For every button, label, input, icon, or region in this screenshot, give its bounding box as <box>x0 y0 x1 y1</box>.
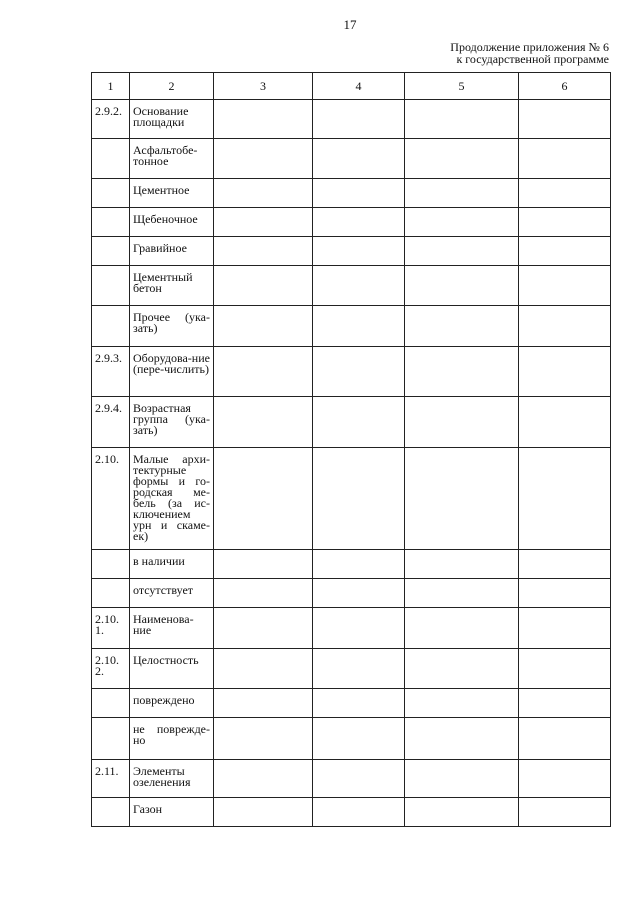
row-name-cell: Цементный бетон <box>130 266 214 306</box>
empty-cell-col-6 <box>519 798 611 827</box>
empty-cell-col-5 <box>405 237 519 266</box>
empty-cell-col-5 <box>405 550 519 579</box>
column-header: 6 <box>519 73 611 100</box>
row-name-cell: Прочее (ука-зать) <box>130 306 214 347</box>
empty-cell-col-4 <box>313 718 405 760</box>
empty-cell-col-5 <box>405 139 519 179</box>
column-header: 1 <box>92 73 130 100</box>
empty-cell-col-6 <box>519 649 611 689</box>
table-row <box>92 798 611 827</box>
empty-cell-col-6 <box>519 266 611 306</box>
row-name-cell: в наличии <box>130 550 214 579</box>
empty-cell-col-4 <box>313 397 405 448</box>
empty-cell-col-5 <box>405 718 519 760</box>
table-row <box>92 139 611 179</box>
empty-cell-col-3 <box>214 448 313 550</box>
empty-cell-col-6 <box>519 397 611 448</box>
empty-cell-col-6 <box>519 448 611 550</box>
row-number-cell <box>92 550 130 579</box>
empty-cell-col-3 <box>214 347 313 397</box>
row-number-cell: 2.10. 2. <box>92 649 130 689</box>
empty-cell-col-6 <box>519 608 611 649</box>
table-row <box>92 718 611 760</box>
empty-cell-col-3 <box>214 649 313 689</box>
column-header: 5 <box>405 73 519 100</box>
empty-cell-col-3 <box>214 266 313 306</box>
row-number-cell <box>92 798 130 827</box>
table-row <box>92 649 611 689</box>
table-row <box>92 266 611 306</box>
empty-cell-col-4 <box>313 649 405 689</box>
row-number-cell <box>92 266 130 306</box>
empty-cell-col-4 <box>313 306 405 347</box>
page-number: 17 <box>343 17 357 32</box>
empty-cell-col-6 <box>519 579 611 608</box>
table-row <box>92 347 611 397</box>
empty-cell-col-3 <box>214 718 313 760</box>
table-row <box>92 608 611 649</box>
empty-cell-col-5 <box>405 689 519 718</box>
row-name-cell: Элементы озеленения <box>130 760 214 798</box>
table-row <box>92 689 611 718</box>
row-number-cell <box>92 306 130 347</box>
row-number-cell: 2.9.2. <box>92 100 130 139</box>
empty-cell-col-3 <box>214 760 313 798</box>
empty-cell-col-6 <box>519 718 611 760</box>
empty-cell-col-3 <box>214 550 313 579</box>
row-number-cell <box>92 179 130 208</box>
appendix-line-1: Продолжение приложения № 6 <box>450 40 609 54</box>
empty-cell-col-4 <box>313 448 405 550</box>
row-name-cell: Щебеночное <box>130 208 214 237</box>
empty-cell-col-5 <box>405 579 519 608</box>
row-number-cell: 2.10. <box>92 448 130 550</box>
empty-cell-col-5 <box>405 347 519 397</box>
empty-cell-col-5 <box>405 179 519 208</box>
empty-cell-col-4 <box>313 689 405 718</box>
row-name-cell: Основание площадки <box>130 100 214 139</box>
data-table <box>91 72 611 827</box>
empty-cell-col-5 <box>405 608 519 649</box>
table-row <box>92 306 611 347</box>
empty-cell-col-4 <box>313 347 405 397</box>
empty-cell-col-5 <box>405 649 519 689</box>
empty-cell-col-4 <box>313 550 405 579</box>
empty-cell-col-3 <box>214 689 313 718</box>
empty-cell-col-3 <box>214 208 313 237</box>
empty-cell-col-6 <box>519 760 611 798</box>
empty-cell-col-4 <box>313 760 405 798</box>
column-header: 3 <box>214 73 313 100</box>
empty-cell-col-4 <box>313 798 405 827</box>
row-name-cell: Малые архи-тектурные формы и го-родская ме-бель (за ис-ключением урн и скаме-ек) <box>130 448 214 550</box>
row-number-cell: 2.11. <box>92 760 130 798</box>
empty-cell-col-4 <box>313 237 405 266</box>
empty-cell-col-3 <box>214 100 313 139</box>
row-number-cell <box>92 579 130 608</box>
empty-cell-col-6 <box>519 179 611 208</box>
empty-cell-col-5 <box>405 448 519 550</box>
empty-cell-col-6 <box>519 347 611 397</box>
empty-cell-col-3 <box>214 139 313 179</box>
empty-cell-col-3 <box>214 237 313 266</box>
empty-cell-col-4 <box>313 139 405 179</box>
row-name-cell: повреждено <box>130 689 214 718</box>
row-name-cell: Гравийное <box>130 237 214 266</box>
empty-cell-col-4 <box>313 579 405 608</box>
empty-cell-col-3 <box>214 179 313 208</box>
empty-cell-col-6 <box>519 208 611 237</box>
table-row <box>92 448 611 550</box>
table-row <box>92 397 611 448</box>
empty-cell-col-4 <box>313 266 405 306</box>
empty-cell-col-5 <box>405 760 519 798</box>
table-row <box>92 100 611 139</box>
table-row <box>92 760 611 798</box>
table-row <box>92 579 611 608</box>
row-number-cell <box>92 139 130 179</box>
empty-cell-col-5 <box>405 100 519 139</box>
empty-cell-col-3 <box>214 579 313 608</box>
empty-cell-col-5 <box>405 798 519 827</box>
empty-cell-col-5 <box>405 397 519 448</box>
row-name-cell: Целостность <box>130 649 214 689</box>
empty-cell-col-6 <box>519 139 611 179</box>
table-row <box>92 237 611 266</box>
table-row <box>92 179 611 208</box>
row-name-cell: Возрастная группа (ука-зать) <box>130 397 214 448</box>
empty-cell-col-3 <box>214 397 313 448</box>
empty-cell-col-4 <box>313 608 405 649</box>
appendix-caption <box>450 41 609 65</box>
row-number-cell: 2.10. 1. <box>92 608 130 649</box>
table-row <box>92 550 611 579</box>
empty-cell-col-3 <box>214 608 313 649</box>
table-row <box>92 208 611 237</box>
row-name-cell: Цементное <box>130 179 214 208</box>
empty-cell-col-5 <box>405 208 519 237</box>
empty-cell-col-6 <box>519 306 611 347</box>
row-number-cell <box>92 208 130 237</box>
row-name-cell: отсутствует <box>130 579 214 608</box>
empty-cell-col-3 <box>214 798 313 827</box>
row-name-cell: Оборудова-ние (пере-числить) <box>130 347 214 397</box>
row-name-cell: Газон <box>130 798 214 827</box>
empty-cell-col-4 <box>313 179 405 208</box>
empty-cell-col-4 <box>313 100 405 139</box>
table-header-row <box>92 73 611 100</box>
row-name-cell: Асфальтобе-тонное <box>130 139 214 179</box>
empty-cell-col-4 <box>313 208 405 237</box>
row-number-cell <box>92 718 130 760</box>
empty-cell-col-6 <box>519 689 611 718</box>
appendix-line-2: к государственной программе <box>456 52 609 66</box>
empty-cell-col-5 <box>405 306 519 347</box>
row-number-cell <box>92 689 130 718</box>
empty-cell-col-6 <box>519 100 611 139</box>
empty-cell-col-5 <box>405 266 519 306</box>
row-number-cell: 2.9.3. <box>92 347 130 397</box>
row-number-cell <box>92 237 130 266</box>
empty-cell-col-3 <box>214 306 313 347</box>
column-header: 4 <box>313 73 405 100</box>
row-name-cell: не поврежде-но <box>130 718 214 760</box>
row-name-cell: Наименова-ние <box>130 608 214 649</box>
row-number-cell: 2.9.4. <box>92 397 130 448</box>
column-header: 2 <box>130 73 214 100</box>
empty-cell-col-6 <box>519 550 611 579</box>
empty-cell-col-6 <box>519 237 611 266</box>
